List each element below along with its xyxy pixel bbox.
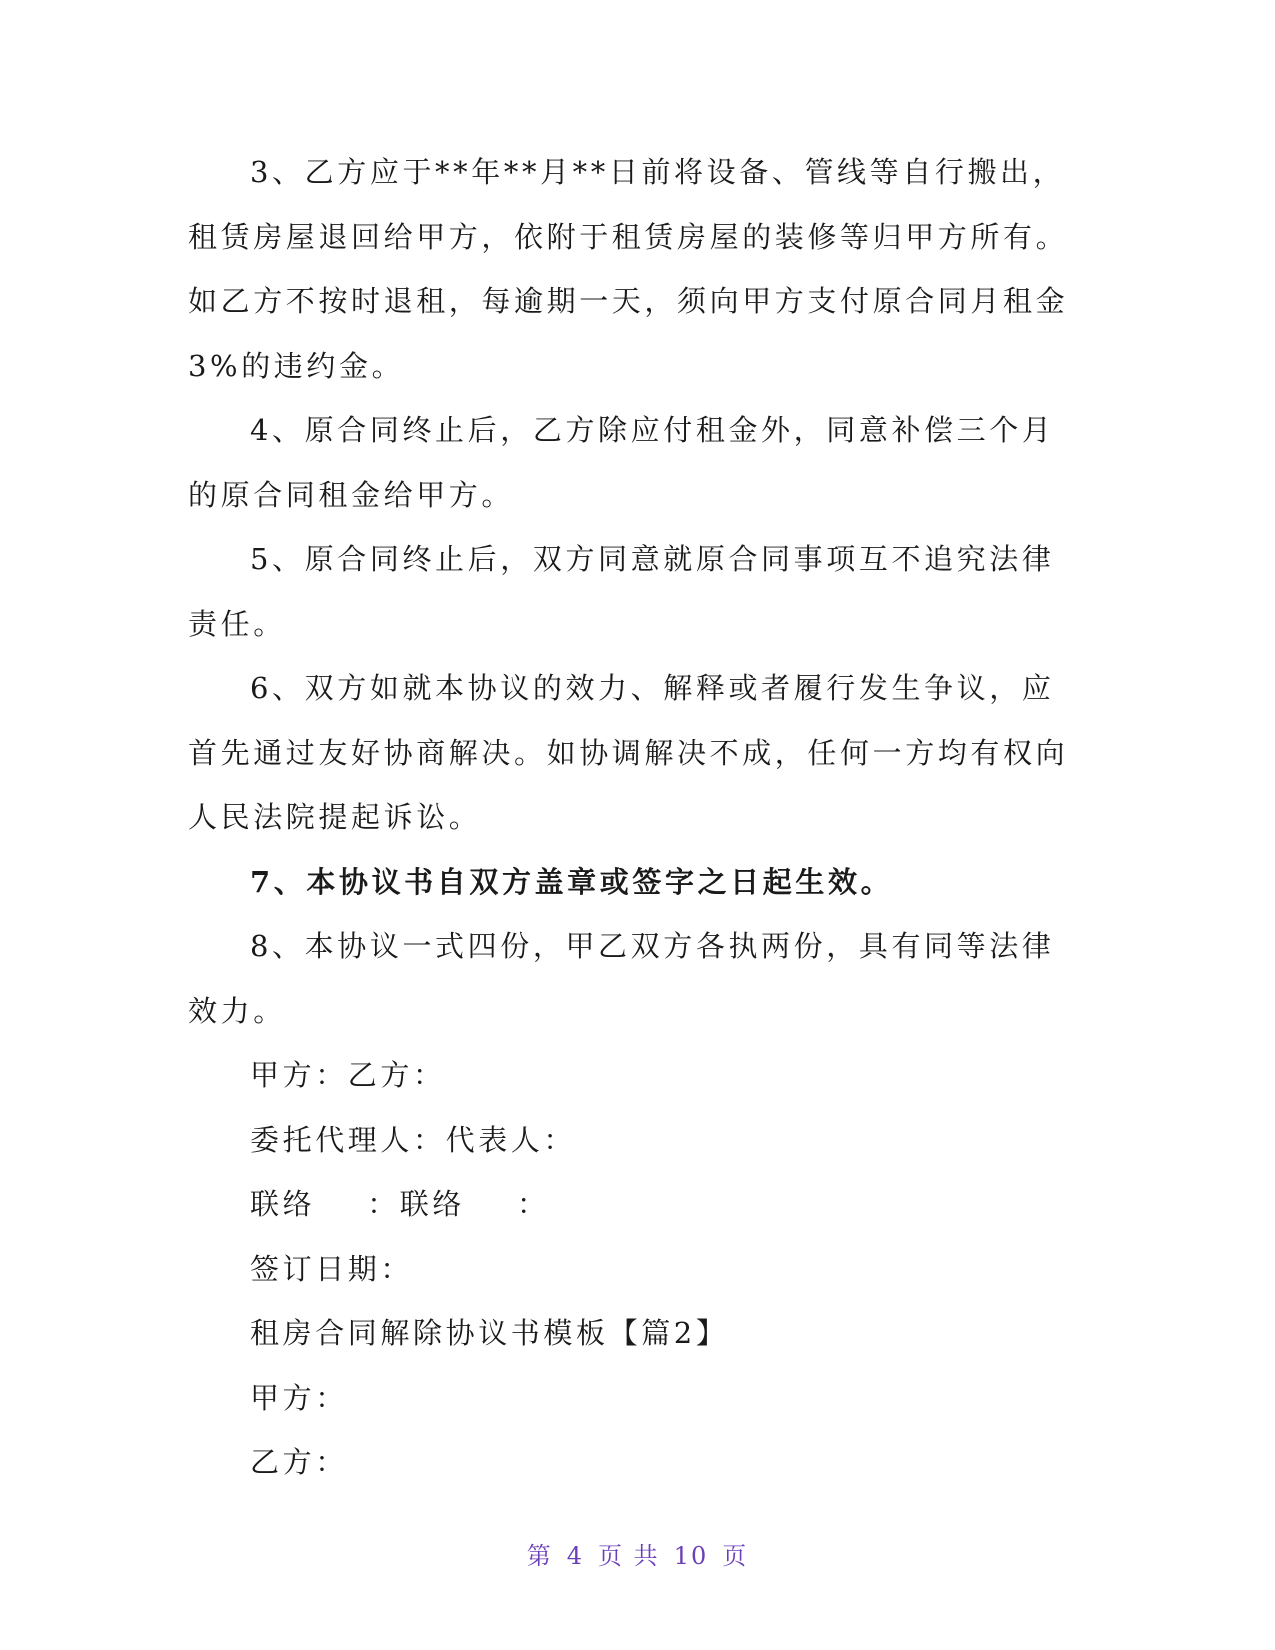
contact-label-3: ： [517, 1187, 550, 1221]
document-body [188, 140, 1088, 1495]
clause-4-line-2: 的原合同租金给甲方。 [188, 477, 515, 512]
clause-3-line-2: 租赁房屋退回给甲方，依附于租赁房屋的装修等归甲方所有。 [188, 219, 1069, 254]
footer-suffix: 页 [722, 1542, 749, 1570]
current-page-number: 4 [566, 1542, 585, 1570]
clause-5-line-1: 5、原合同终止后，双方同意就原合同事项互不追究法律 [250, 542, 1055, 576]
total-pages-number: 10 [673, 1542, 709, 1570]
page-footer [0, 1536, 1275, 1571]
clause-3-line-4: 3%的违约金。 [188, 348, 405, 383]
party-a-label: 甲方： [250, 1380, 348, 1415]
signature-agents: 委托代理人：代表人： [250, 1122, 577, 1157]
clause-3-line-1: 3、乙方应于**年**月**日前将设备、管线等自行搬出， [250, 155, 1066, 189]
clause-6-line-3: 人民法院提起诉讼。 [188, 800, 482, 834]
clause-5-line-2: 责任。 [188, 606, 286, 641]
contact-label-2: ：联络 [367, 1187, 466, 1221]
clause-6-line-1: 6、双方如就本协议的效力、解释或者履行发生争议，应 [250, 671, 1055, 705]
footer-prefix: 第 [526, 1542, 553, 1570]
signature-parties: 甲方：乙方： [250, 1058, 446, 1092]
clause-3-line-3: 如乙方不按时退租，每逾期一天，须向甲方支付原合同月租金 [188, 284, 1069, 318]
signature-date: 签订日期： [250, 1251, 414, 1286]
clause-8-line-2: 效力。 [188, 993, 286, 1028]
clause-8-line-1: 8、本协议一式四份，甲乙双方各执两份，具有同等法律 [250, 929, 1055, 963]
contact-label-1: 联络 [250, 1187, 316, 1221]
footer-middle: 页 共 [598, 1542, 660, 1570]
party-b-label: 乙方： [250, 1445, 348, 1479]
clause-6-line-2: 首先通过友好协商解决。如协调解决不成，任何一方均有权向 [188, 735, 1069, 770]
section-title-part-2: 租房合同解除协议书模板【篇2】 [250, 1316, 729, 1350]
clause-4-line-1: 4、原合同终止后，乙方除应付租金外，同意补偿三个月 [250, 413, 1055, 447]
signature-contact [188, 1172, 1088, 1237]
clause-7: 7、本协议书自双方盖章或签字之日起生效。 [250, 864, 894, 899]
